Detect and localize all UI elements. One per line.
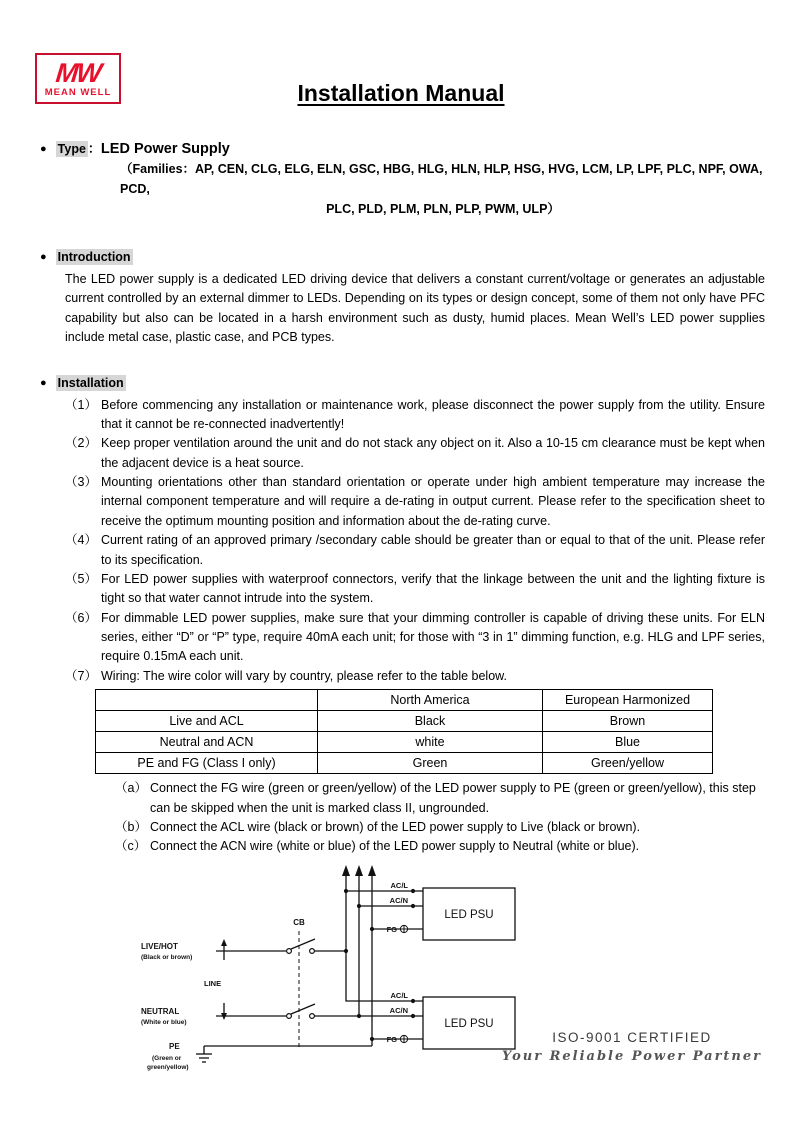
bullet-icon: ● <box>40 143 47 155</box>
sub-step-b <box>115 818 772 837</box>
families-line2: PLC, PLD, PLM, PLN, PLP, PWM, ULP） <box>326 202 560 216</box>
earth-terminal-icon <box>400 925 407 1042</box>
step-text: Keep proper ventilation around the unit and do not stack any object on it. Also a 10-15 cm clearance must be kept when the adjacent device is a heat source. <box>101 436 765 470</box>
fg-terminal-label-bottom: FG <box>386 1034 397 1044</box>
introduction-body: The LED power supply is a dedicated LED driving device that delivers a constant current/voltage or generates an adjustable current controlled by an external dimmer to LEDs. Depending on its types or design concept, some of them not only have PFC capability but also can be located in a harsh environment such as dusty, humid places. Mean Well’s LED power supplies include metal case, plastic case, and PCB types. <box>65 272 765 345</box>
step-text: Connect the FG wire (green or green/yellow) of the LED power supply to PE (green or green/yellow), this step can be skipped when the unit is marked class II, ungrounded. <box>150 781 756 815</box>
table-header-row <box>96 690 713 711</box>
table-header-european: European Harmonized <box>543 690 713 711</box>
installation-step-7 <box>65 667 765 686</box>
step-letter: （a） <box>115 781 147 796</box>
step-number: （1） <box>65 397 97 412</box>
slogan-text: Your Reliable Power Partner <box>501 1049 762 1064</box>
type-section <box>0 138 802 219</box>
page-title: Installation Manual <box>297 80 505 106</box>
table-row-pe <box>96 753 713 774</box>
sub-step-c <box>115 837 772 856</box>
iso-certified-text: ISO-9001 CERTIFIED <box>552 1030 712 1045</box>
footer <box>502 1030 762 1064</box>
type-separator: ： <box>87 141 101 156</box>
cell-wire-name: PE and FG (Class I only) <box>96 753 318 774</box>
meanwell-logo <box>35 53 121 104</box>
step-number: （7） <box>65 668 97 683</box>
installation-heading: Installation <box>57 375 124 390</box>
step-text: Mounting orientations other than standard orientation or operate under high ambient temperature may increase the internal component temperature and will require a de-rating in output current. Please refer to the specification sheet to receive the optimum mounting position and information about the de-rating curve. <box>101 475 765 528</box>
table-header-north-america: North America <box>318 690 543 711</box>
step-number: （2） <box>65 436 97 451</box>
neutral-sublabel: (White or blue) <box>141 1018 187 1026</box>
type-heading-row <box>40 138 802 157</box>
wiring-sub-steps <box>115 779 772 857</box>
installation-step-6 <box>65 609 765 667</box>
page-header <box>0 0 802 116</box>
step-letter: （c） <box>115 839 147 854</box>
step-number: （6） <box>65 610 97 625</box>
cell-eu-color: Brown <box>543 711 713 732</box>
step-text: For LED power supplies with waterproof connectors, verify that the linkage between the unit and the lighting fixture is tight so that water cannot intrude into the system. <box>101 571 765 606</box>
step-number: （3） <box>65 475 97 489</box>
step-text: Connect the ACN wire (white or blue) of the LED power supply to Neutral (white or blue). <box>150 839 640 854</box>
cell-wire-name: Live and ACL <box>96 711 318 732</box>
cell-eu-color: Blue <box>543 732 713 753</box>
table-row-live <box>96 711 713 732</box>
installation-step-4 <box>65 531 765 570</box>
introduction-heading: Introduction <box>57 250 131 264</box>
step-text: Wiring: The wire color will vary by country, please refer to the table below. <box>101 668 507 683</box>
step-text: Current rating of an approved primary /secondary cable should be greater than or equal to that of the unit. Please refer to its specification. <box>101 533 765 567</box>
live-hot-sublabel: (Black or brown) <box>141 953 193 961</box>
installation-step-1 <box>65 396 765 435</box>
installation-step-5 <box>65 570 765 609</box>
step-text: Before commencing any installation or maintenance work, please disconnect the power supply from the utility. Ensure that it cannot be re-connected inadvertently! <box>101 397 765 431</box>
psu-top-label: LED PSU <box>444 908 494 921</box>
acl-terminal-label-bottom: AC/L <box>390 990 408 1000</box>
type-value: LED Power Supply <box>100 141 230 157</box>
breaker-contacts <box>287 948 315 1018</box>
meanwell-logo-mark: MW <box>54 57 102 88</box>
step-number: （4） <box>65 533 97 548</box>
cell-na-color: white <box>318 732 543 753</box>
installation-heading-row <box>40 375 802 391</box>
type-label: Type <box>57 142 86 156</box>
installation-step-2 <box>65 434 765 473</box>
cell-eu-color: Green/yellow <box>543 753 713 774</box>
acn-terminal-label-top: AC/N <box>389 895 408 905</box>
live-hot-label: LIVE/HOT <box>141 941 178 951</box>
step-text: Connect the ACL wire (black or brown) of the LED power supply to Live (black or brown). <box>150 819 641 834</box>
cell-na-color: Green <box>318 753 543 774</box>
meanwell-logo-text: MEAN WELL <box>44 86 112 98</box>
table-header-blank <box>96 690 318 711</box>
cell-wire-name: Neutral and ACN <box>96 732 318 753</box>
step-number: （5） <box>65 571 97 586</box>
fg-terminal-label-top: FG <box>386 924 397 934</box>
psu-bottom-label: LED PSU <box>444 1017 494 1030</box>
families-list <box>120 159 766 219</box>
neutral-label: NEUTRAL <box>141 1006 180 1016</box>
installation-step-3 <box>65 473 765 531</box>
line-label: LINE <box>204 978 222 988</box>
bullet-icon: ● <box>40 376 47 389</box>
acn-terminal-label-bottom: AC/N <box>389 1005 408 1015</box>
step-letter: （b） <box>115 819 147 834</box>
table-row-neutral <box>96 732 713 753</box>
cb-label: CB <box>293 917 305 927</box>
wire-color-table <box>95 689 713 774</box>
step-text: For dimmable LED power supplies, make sure that your dimming controller is capable of driving these units. For ELN series, either “D” or “P” type, require 40mA each unit; for those with “3 in 1” dimming function, e.g. HLG and LPF series, require 0.15mA each unit. <box>101 610 765 664</box>
pe-label: PE <box>169 1041 180 1051</box>
cell-na-color: Black <box>318 711 543 732</box>
pe-sublabel-2: green/yellow) <box>147 1063 189 1071</box>
families-line1: （Families：AP, CEN, CLG, ELG, ELN, GSC, HBG, HLG, HLN, HLP, HSG, HVG, LCM, LP, LPF, PLC, NPF, OWA, PCD, <box>120 162 763 196</box>
sub-step-a <box>115 779 772 818</box>
acl-terminal-label-top: AC/L <box>390 880 408 890</box>
bullet-icon: ● <box>40 251 47 263</box>
installation-list <box>65 396 765 687</box>
introduction-heading-row <box>40 249 802 265</box>
pe-sublabel-1: (Green or <box>152 1054 182 1062</box>
